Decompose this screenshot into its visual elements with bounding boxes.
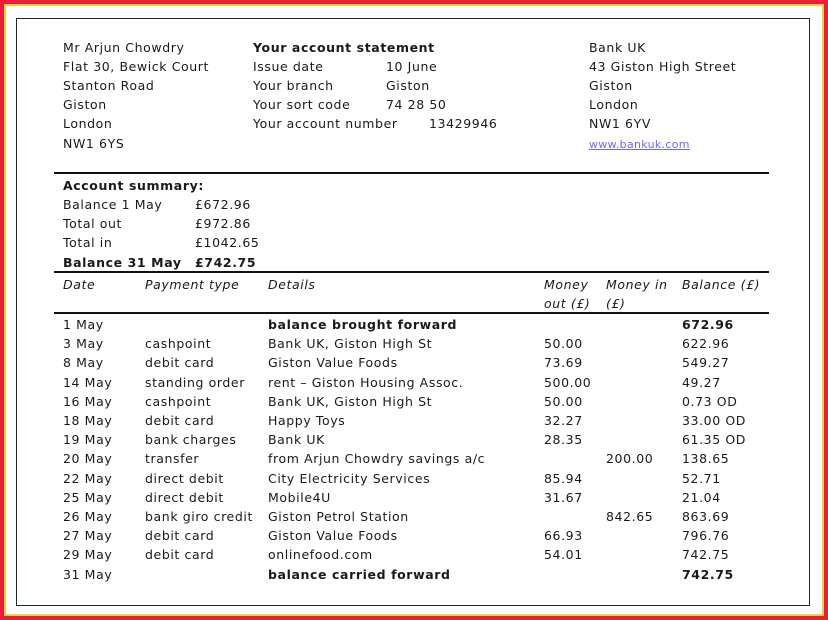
cell-balance: 742.75 [682,547,730,563]
table-row [17,375,811,394]
cell-out: 66.93 [544,528,583,544]
cell-type: debit card [145,355,215,371]
cell-type: bank charges [145,432,237,448]
cell-out: 73.69 [544,355,583,371]
account-number-value: 13429946 [429,116,498,131]
statement-document [16,18,810,606]
issue-date-label: Issue date [253,59,324,74]
cell-balance: 796.76 [682,528,730,544]
customer-address-line: NW1 6YS [63,136,125,151]
table-row [17,471,811,490]
summary-title: Account summary: [63,178,204,193]
cell-balance: 549.27 [682,355,730,371]
closing-balance-value: £742.75 [195,255,257,270]
issue-date-value: 10 June [386,59,438,74]
column-header-money-out-unit: out (£) [544,296,591,311]
cell-date: 1 May [63,317,104,332]
cell-details: Giston Value Foods [268,355,398,371]
cell-details: Bank UK, Giston High St [268,336,433,352]
cell-details: onlinefood.com [268,547,373,563]
bank-address-line: NW1 6YV [589,116,651,131]
bank-address-line: Giston [589,78,633,93]
bank-website-link[interactable]: www.bankuk.com [589,138,690,151]
cell-date: 19 May [63,432,113,448]
cell-details: Giston Value Foods [268,528,398,544]
cell-type: direct debit [145,470,224,486]
table-row [17,528,811,547]
cell-details: balance brought forward [268,317,458,332]
account-number-label: Your account number [253,116,398,131]
cell-date: 26 May [63,509,113,524]
divider [54,312,769,314]
cell-type: transfer [145,451,200,467]
cell-balance: 622.96 [682,336,730,352]
table-row [17,547,811,566]
table-row [17,509,811,528]
cell-details: balance carried forward [268,566,451,582]
table-row [17,451,811,470]
cell-date: 16 May [63,393,113,409]
cell-date: 3 May [63,336,104,352]
cell-balance: 138.65 [682,451,730,467]
opening-balance-label: Balance 1 May [63,197,163,212]
cell-type: cashpoint [145,393,212,409]
sort-code-label: Your sort code [253,97,351,112]
divider [54,271,769,273]
column-header-details: Details [268,277,316,292]
opening-balance-value: £672.96 [195,197,251,212]
cell-date: 20 May [63,451,113,467]
cell-out: 50.00 [544,336,583,352]
cell-date: 25 May [63,489,113,505]
cell-date: 29 May [63,547,113,563]
cell-type: cashpoint [145,336,212,352]
cell-out: 31.67 [544,489,583,505]
column-header-money-in: Money in [606,277,668,292]
branch-label: Your branch [253,78,334,93]
sort-code-value: 74 28 50 [386,97,447,112]
cell-balance: 863.69 [682,509,730,524]
divider [54,172,769,174]
cell-out: 32.27 [544,413,583,428]
cell-balance: 742.75 [682,566,734,582]
cell-date: 22 May [63,470,113,486]
table-row [17,317,811,336]
cell-in: 200.00 [606,451,654,467]
table-row [17,567,811,586]
column-header-date: Date [63,277,96,292]
cell-balance: 49.27 [682,374,721,390]
column-header-balance: Balance (£) [682,277,761,292]
table-row [17,413,811,432]
column-header-payment-type: Payment type [145,277,240,292]
bank-website-wrap [589,136,690,153]
cell-out: 500.00 [544,374,592,390]
column-header-money-out: Money [544,277,589,292]
cell-balance: 33.00 OD [682,413,747,428]
cell-balance: 61.35 OD [682,432,747,448]
cell-out: 50.00 [544,393,583,409]
table-row [17,355,811,374]
cell-details: Happy Toys [268,413,346,428]
cell-type: debit card [145,547,215,563]
customer-address-line: Flat 30, Bewick Court [63,59,210,74]
cell-date: 8 May [63,355,104,371]
table-row [17,490,811,509]
closing-balance-label: Balance 31 May [63,255,182,270]
bank-name: Bank UK [589,40,646,55]
cell-details: Bank UK [268,432,325,448]
cell-balance: 52.71 [682,470,721,486]
cell-details: Giston Petrol Station [268,509,409,524]
cell-balance: 0.73 OD [682,393,738,409]
bank-address-line: London [589,97,639,112]
cell-details: Mobile4U [268,489,331,505]
branch-value: Giston [386,78,430,93]
cell-balance: 21.04 [682,489,721,505]
customer-address-line: Giston [63,97,107,112]
cell-date: 18 May [63,413,113,428]
total-in-label: Total in [63,235,113,250]
cell-out: 54.01 [544,547,583,563]
cell-type: standing order [145,374,245,390]
cell-type: direct debit [145,489,224,505]
total-in-value: £1042.65 [195,235,260,250]
table-row [17,336,811,355]
cell-details: Bank UK, Giston High St [268,393,433,409]
cell-in: 842.65 [606,509,654,524]
table-row [17,394,811,413]
cell-balance: 672.96 [682,317,734,332]
customer-name: Mr Arjun Chowdry [63,40,185,55]
cell-out: 85.94 [544,470,583,486]
bank-address-line: 43 Giston High Street [589,59,737,74]
cell-type: bank giro credit [145,509,253,524]
table-row [17,432,811,451]
cell-details: City Electricity Services [268,470,431,486]
total-out-value: £972.86 [195,216,251,231]
cell-date: 31 May [63,566,113,582]
total-out-label: Total out [63,216,123,231]
cell-type: debit card [145,413,215,428]
column-header-money-in-unit: (£) [606,296,626,311]
cell-out: 28.35 [544,432,583,448]
statement-title: Your account statement [253,40,435,55]
cell-details: from Arjun Chowdry savings a/c [268,451,486,467]
cell-date: 27 May [63,528,113,544]
cell-type: debit card [145,528,215,544]
customer-address-line: Stanton Road [63,78,155,93]
customer-address-line: London [63,116,113,131]
cell-details: rent – Giston Housing Assoc. [268,374,464,390]
cell-date: 14 May [63,374,113,390]
